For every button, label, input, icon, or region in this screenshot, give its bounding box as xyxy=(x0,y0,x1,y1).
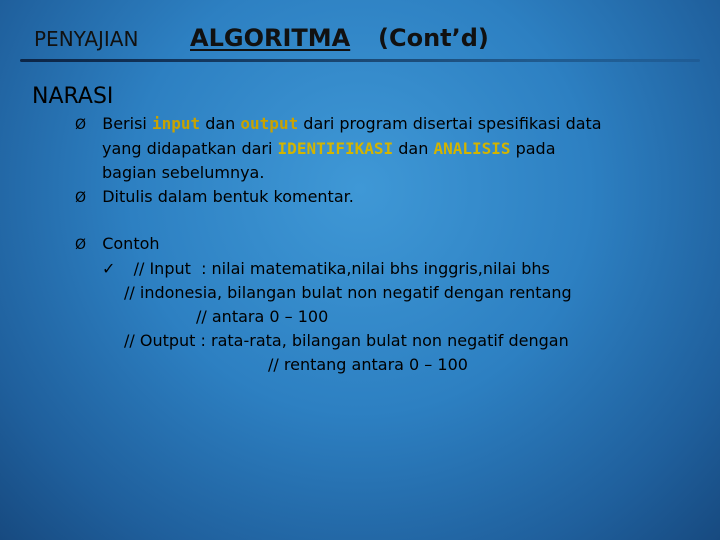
bullet-text: yang didapatkan dari xyxy=(102,139,273,158)
example-line-2: // indonesia, bilangan bulat non negatif dengan rentang xyxy=(124,283,572,302)
bullet-3 xyxy=(75,234,160,253)
bullet-text: Berisi xyxy=(102,114,147,133)
bullet-1-line-2 xyxy=(102,139,556,158)
title-divider xyxy=(20,59,700,62)
bullet-1-line-1 xyxy=(75,114,602,133)
bullet-text: pada xyxy=(515,139,556,158)
bullet-text: Contoh xyxy=(102,234,160,253)
bullet-text: dan xyxy=(398,139,429,158)
section-heading: NARASI xyxy=(32,84,114,109)
example-line-3: // antara 0 – 100 xyxy=(196,307,329,326)
title-main: ALGORITMA xyxy=(190,24,351,52)
keyword-analisis: ANALISIS xyxy=(433,139,511,158)
keyword-identifikasi: IDENTIFIKASI xyxy=(277,139,394,158)
example-line-5: // rentang antara 0 – 100 xyxy=(268,355,468,374)
bullet-text: dan xyxy=(205,114,236,133)
bullet-1-line-3: bagian sebelumnya. xyxy=(102,163,265,182)
title-suffix: (Cont’d) xyxy=(378,24,489,52)
keyword-input: input xyxy=(151,114,201,133)
example-line-4: // Output : rata-rata, bilangan bulat non negatif dengan xyxy=(124,331,569,350)
bullet-text: Ditulis dalam bentuk komentar. xyxy=(102,187,354,206)
check-icon: ✓ xyxy=(102,259,116,278)
example-text: // Input : nilai matematika,nilai bhs inggris,nilai bhs xyxy=(133,259,550,278)
arrow-bullet-icon: Ø xyxy=(75,237,87,253)
arrow-bullet-icon: Ø xyxy=(75,117,87,133)
keyword-output: output xyxy=(240,114,299,133)
title-prefix: PENYAJIAN xyxy=(34,27,139,51)
example-line-1 xyxy=(102,259,550,278)
bullet-text: dari program disertai spesifikasi data xyxy=(303,114,602,133)
bullet-2 xyxy=(75,187,354,206)
arrow-bullet-icon: Ø xyxy=(75,190,87,206)
